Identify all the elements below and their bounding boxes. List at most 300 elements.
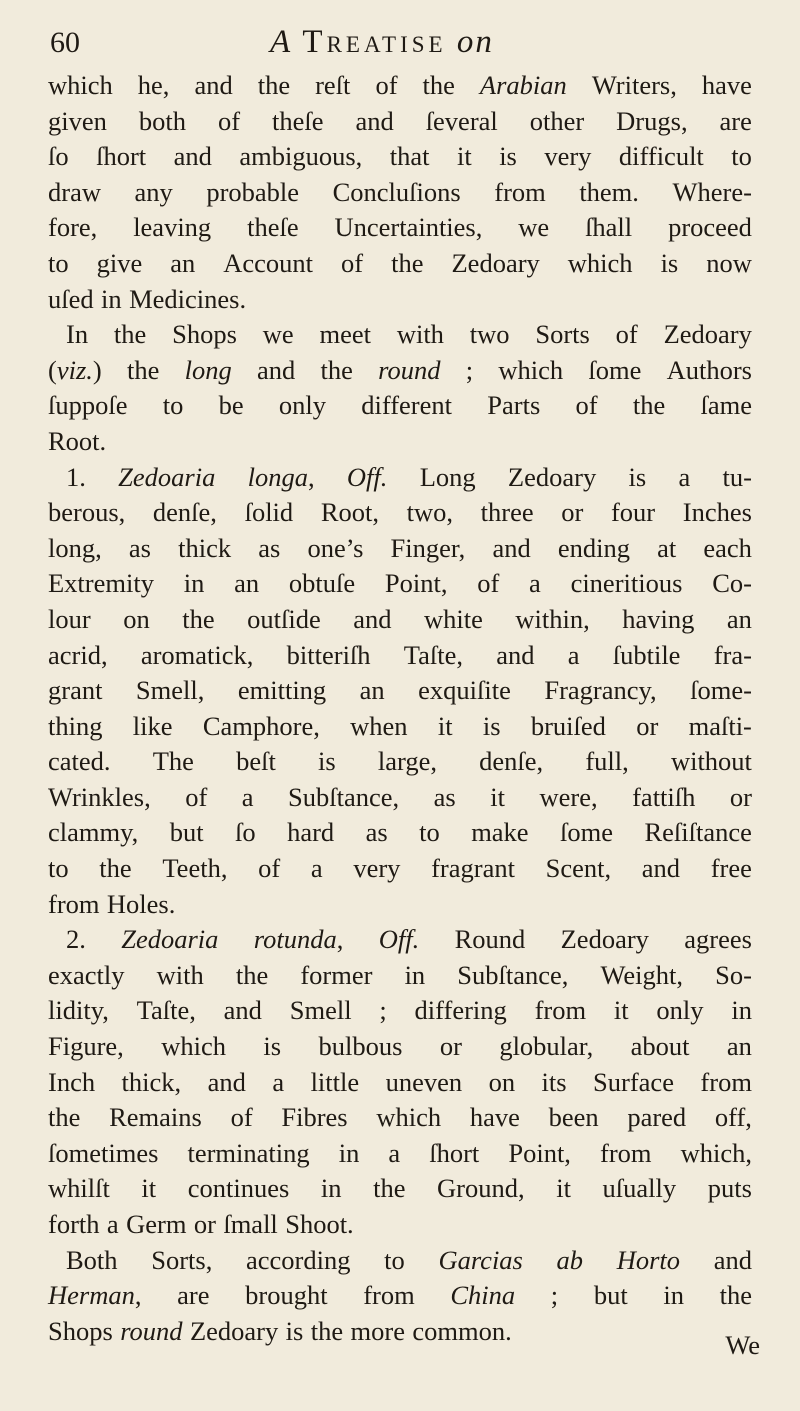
- word: puts: [707, 1173, 752, 1204]
- word: thick,: [121, 1066, 182, 1097]
- word: theſe: [247, 212, 299, 243]
- word: Sorts,: [151, 1244, 213, 1275]
- text-line: [48, 851, 752, 887]
- word: round: [120, 1315, 183, 1346]
- word: ſolid: [244, 497, 294, 528]
- word: thing: [48, 710, 103, 741]
- word: Drugs,: [616, 105, 688, 136]
- word: and: [713, 1244, 752, 1275]
- word: ;: [465, 354, 474, 385]
- word: ſmall: [223, 1209, 278, 1239]
- word: Concluſions: [332, 176, 461, 207]
- word: which: [376, 1102, 442, 1133]
- word: Where-: [672, 176, 752, 207]
- word: cineritious: [570, 568, 683, 599]
- word: a: [388, 1137, 401, 1168]
- text-line: [48, 815, 752, 851]
- word: leaving: [133, 212, 212, 243]
- word: like: [132, 710, 173, 741]
- word: it: [456, 141, 472, 172]
- word: in: [320, 1173, 342, 1204]
- word: only: [278, 390, 327, 421]
- word: uſually: [602, 1173, 677, 1204]
- word: Holes.: [106, 888, 176, 919]
- word: in: [731, 995, 752, 1026]
- word: its: [541, 1066, 567, 1097]
- word: on: [123, 603, 150, 634]
- text-line: [48, 922, 752, 958]
- word: ſome: [588, 354, 642, 385]
- word: ending: [557, 532, 630, 563]
- word: the: [719, 1280, 752, 1311]
- body-text: [48, 68, 752, 1349]
- word: Medicines.: [129, 283, 247, 314]
- text-line: [48, 210, 752, 246]
- word: make: [471, 817, 529, 848]
- word: to: [384, 1244, 405, 1275]
- word: Teeth,: [162, 853, 228, 884]
- word: bitteriſh: [286, 639, 371, 670]
- word: which,: [680, 1137, 752, 1168]
- word: ſometimes: [48, 1137, 159, 1168]
- word: but: [593, 1280, 628, 1311]
- word: Remains: [109, 1102, 202, 1133]
- word: very: [544, 141, 592, 172]
- word: give: [96, 247, 143, 278]
- word: Off.: [346, 461, 388, 492]
- word: Garcias: [438, 1244, 523, 1275]
- word: ſo: [235, 817, 256, 848]
- word: to: [48, 247, 69, 278]
- word: Horto: [616, 1244, 681, 1275]
- word: forth: [48, 1209, 100, 1239]
- word: Zedoary: [663, 319, 752, 350]
- word: both: [138, 105, 186, 136]
- word: from: [363, 1280, 415, 1311]
- word: beſt: [236, 746, 276, 777]
- word: the: [422, 70, 455, 100]
- word: Zedoary: [507, 461, 597, 492]
- word: and: [207, 1066, 246, 1097]
- word: it: [613, 995, 629, 1026]
- word: Fragrancy,: [544, 675, 657, 706]
- word: when: [350, 710, 408, 741]
- word: as: [258, 532, 281, 563]
- word: that: [389, 141, 430, 172]
- word: ſo: [48, 141, 69, 172]
- word: from: [600, 1137, 652, 1168]
- running-title-treatise: Treatise: [302, 24, 447, 60]
- word: with: [396, 319, 444, 350]
- word: round: [378, 354, 441, 385]
- word: Subſtance,: [288, 781, 400, 812]
- word: one’s: [307, 532, 364, 563]
- word: a: [529, 568, 541, 599]
- word: is: [263, 1031, 282, 1062]
- word: ſhall: [585, 212, 633, 243]
- word: Surface: [593, 1066, 674, 1097]
- word: fore,: [48, 212, 98, 243]
- word: exquiſite: [418, 675, 511, 706]
- word: differing: [414, 995, 507, 1026]
- word: Parts: [487, 390, 541, 421]
- word: a: [678, 461, 691, 492]
- text-line: [48, 993, 752, 1029]
- word: and: [492, 532, 531, 563]
- word: to: [731, 141, 752, 172]
- word: four: [610, 497, 656, 528]
- word: Point,: [384, 568, 448, 599]
- word: or: [193, 1209, 216, 1239]
- word: been: [548, 1102, 599, 1133]
- word: a: [310, 853, 323, 884]
- word: off,: [714, 1102, 752, 1133]
- word: the: [373, 1173, 406, 1204]
- word: ;: [379, 995, 387, 1026]
- text-line: [48, 1171, 752, 1207]
- word: denſe,: [479, 746, 544, 777]
- word: we: [262, 319, 294, 350]
- text-line: [48, 1243, 752, 1279]
- word: Off.: [378, 924, 420, 955]
- word: of: [375, 70, 398, 100]
- word: Writers,: [591, 70, 677, 100]
- word: longa,: [247, 461, 315, 492]
- word: reſt: [315, 70, 351, 100]
- word: Taſte,: [403, 639, 463, 670]
- word: Taſte,: [136, 995, 196, 1026]
- word: In: [66, 319, 89, 350]
- word: and: [353, 603, 392, 634]
- text-line: [48, 709, 752, 745]
- text-line: [48, 638, 752, 674]
- word: or: [729, 781, 752, 812]
- word: Figure,: [48, 1031, 124, 1062]
- word: acrid,: [48, 639, 108, 670]
- word: very: [353, 853, 401, 884]
- word: difficult: [618, 141, 704, 172]
- text-line: [48, 1100, 752, 1136]
- running-title: [270, 24, 494, 61]
- word: fra-: [713, 639, 752, 670]
- word: Shops: [172, 319, 237, 350]
- word: from: [494, 176, 546, 207]
- word: Point,: [508, 1137, 571, 1168]
- word: which: [161, 1031, 226, 1062]
- word: are: [719, 105, 752, 136]
- word: of: [477, 568, 500, 599]
- text-line: [48, 246, 752, 282]
- word: of: [185, 781, 208, 812]
- word: a: [272, 1066, 285, 1097]
- word: ſome: [560, 817, 614, 848]
- word: ſubtile: [612, 639, 681, 670]
- word: denſe,: [152, 497, 217, 528]
- word: and: [173, 141, 212, 172]
- word: only: [656, 995, 704, 1026]
- text-line: [48, 388, 752, 424]
- word: to: [162, 390, 184, 421]
- text-line: [48, 1207, 752, 1243]
- word: any: [134, 176, 173, 207]
- word: an: [726, 603, 752, 634]
- text-line: [48, 1029, 752, 1065]
- word: Shops: [48, 1315, 113, 1346]
- word: China: [450, 1280, 516, 1311]
- word: given: [48, 105, 107, 136]
- word: Extremity: [48, 568, 154, 599]
- word: proceed: [668, 212, 752, 243]
- word: little: [310, 1066, 360, 1097]
- text-line: [48, 68, 752, 104]
- word: is: [660, 247, 679, 278]
- word: in: [183, 568, 205, 599]
- word: long,: [48, 532, 102, 563]
- word: without: [670, 746, 752, 777]
- text-line: [48, 602, 752, 638]
- word: two: [469, 319, 510, 350]
- word: Inches: [682, 497, 752, 528]
- word: Inch: [48, 1066, 96, 1097]
- word: ſhort: [429, 1137, 480, 1168]
- word: emitting: [237, 675, 327, 706]
- word: from: [700, 1066, 752, 1097]
- running-header: [50, 20, 750, 68]
- word: Ground,: [437, 1173, 525, 1204]
- word: in: [663, 1280, 684, 1311]
- word: it: [556, 1173, 571, 1204]
- word: large,: [377, 746, 437, 777]
- word: 2.: [66, 924, 86, 955]
- word: have: [701, 70, 752, 100]
- word: in: [101, 283, 122, 314]
- word: with: [156, 959, 204, 990]
- word: Smell: [289, 995, 352, 1026]
- text-line: [48, 566, 752, 602]
- text-line: [48, 282, 752, 318]
- word: terminating: [187, 1137, 310, 1168]
- word: clammy,: [48, 817, 139, 848]
- word: have: [469, 1102, 520, 1133]
- word: or: [561, 497, 584, 528]
- word: of: [615, 319, 638, 350]
- word: free: [710, 853, 752, 884]
- word: having: [622, 603, 695, 634]
- word: to: [419, 817, 440, 848]
- word: to: [48, 853, 69, 884]
- word: brought: [245, 1280, 328, 1311]
- word: uſed: [48, 283, 94, 314]
- text-line: [48, 887, 752, 923]
- word: of: [341, 247, 364, 278]
- text-line: [48, 460, 752, 496]
- text-line: [48, 744, 752, 780]
- word: exactly: [48, 959, 125, 990]
- word: former: [300, 959, 373, 990]
- word: Uncertainties,: [334, 212, 483, 243]
- text-line: [48, 1278, 752, 1314]
- text-line: [48, 104, 752, 140]
- word: ſuppoſe: [48, 390, 128, 421]
- word: Wrinkles,: [48, 781, 151, 812]
- word: bruiſed: [530, 710, 606, 741]
- word: fattiſh: [632, 781, 696, 812]
- word: Subſtance,: [457, 959, 569, 990]
- word: uneven: [385, 1066, 463, 1097]
- word: he,: [137, 70, 170, 100]
- word: an: [170, 247, 196, 278]
- word: the: [99, 853, 132, 884]
- word: which: [48, 70, 113, 100]
- word: other: [529, 105, 585, 136]
- word: is: [482, 710, 501, 741]
- word: Authors: [666, 354, 752, 385]
- word: Zedoary: [451, 247, 540, 278]
- word: the: [182, 603, 215, 634]
- word: Weight,: [600, 959, 684, 990]
- word: obtuſe: [288, 568, 356, 599]
- word: the: [48, 1102, 81, 1133]
- word: grant: [48, 675, 103, 706]
- word: the: [632, 390, 666, 421]
- word: it: [490, 781, 505, 812]
- word: as: [433, 781, 456, 812]
- word: agrees: [684, 924, 752, 955]
- word: maſti-: [688, 710, 752, 741]
- word: ;: [550, 1280, 559, 1311]
- word: Herman,: [48, 1280, 142, 1311]
- word: and: [496, 639, 535, 670]
- catchword: We: [725, 1330, 760, 1360]
- word: according: [246, 1244, 351, 1275]
- word: Finger,: [390, 532, 466, 563]
- word: of: [217, 105, 241, 136]
- word: bulbous: [318, 1031, 403, 1062]
- word: now: [706, 247, 752, 278]
- running-title-on: on: [456, 24, 494, 60]
- word: The: [152, 746, 194, 777]
- word: and: [194, 70, 233, 100]
- word: two,: [406, 497, 453, 528]
- word: the: [310, 1315, 344, 1346]
- word: a: [241, 781, 254, 812]
- word: Fibres: [281, 1102, 348, 1133]
- word: common.: [412, 1315, 512, 1346]
- text-line: [48, 1314, 752, 1350]
- word: as: [365, 817, 388, 848]
- word: a: [106, 1209, 119, 1239]
- word: it: [437, 710, 453, 741]
- word: are: [177, 1280, 210, 1311]
- word: whilſt: [48, 1173, 110, 1204]
- word: long: [184, 354, 232, 385]
- word: of: [258, 853, 281, 884]
- word: is: [318, 746, 336, 777]
- word: we: [518, 212, 550, 243]
- word: So-: [715, 959, 752, 990]
- word: thick: [178, 532, 232, 563]
- word: ſhort: [96, 141, 147, 172]
- word: is: [285, 1315, 304, 1346]
- word: theſe: [271, 105, 324, 136]
- word: is: [628, 461, 647, 492]
- word: meet: [319, 319, 371, 350]
- word: the: [113, 319, 147, 350]
- text-line: [48, 424, 752, 460]
- word: tu-: [722, 461, 752, 492]
- word: lour: [48, 603, 91, 634]
- word: from: [48, 888, 100, 919]
- word: Account: [223, 247, 314, 278]
- word: Germ: [126, 1209, 187, 1239]
- word: cated.: [48, 746, 111, 777]
- word: Sorts: [535, 319, 590, 350]
- word: as: [128, 532, 151, 563]
- word: Zedoaria: [121, 924, 219, 955]
- word: or: [636, 710, 659, 741]
- word: an: [234, 568, 260, 599]
- word: within,: [515, 603, 590, 634]
- word: rotunda,: [253, 924, 344, 955]
- word: of: [575, 390, 598, 421]
- running-title-a: A: [270, 24, 293, 60]
- word: Smell,: [135, 675, 205, 706]
- word: Camphore,: [202, 710, 320, 741]
- word: ab: [556, 1244, 584, 1275]
- word: ambiguous,: [239, 141, 363, 172]
- word: and: [355, 105, 394, 136]
- word: ſame: [700, 390, 752, 421]
- word: the: [320, 354, 353, 385]
- page-number: 60: [50, 26, 80, 59]
- word: the: [257, 70, 291, 100]
- word: and: [256, 354, 296, 385]
- text-line: [48, 780, 752, 816]
- word: but: [169, 817, 204, 848]
- text-line: [48, 673, 752, 709]
- word: ſeveral: [425, 105, 498, 136]
- text-line: [48, 958, 752, 994]
- text-line: [48, 1065, 752, 1101]
- text-line: [48, 139, 752, 175]
- word: Co-: [712, 568, 752, 599]
- word: outſide: [247, 603, 321, 634]
- word: lidity,: [48, 995, 109, 1026]
- word: it: [141, 1173, 157, 1204]
- word: Zedoary: [189, 1315, 279, 1346]
- word: in: [404, 959, 426, 990]
- word: a: [567, 639, 580, 670]
- word: in: [338, 1137, 360, 1168]
- word: white: [424, 603, 483, 634]
- word: Both: [66, 1244, 118, 1275]
- text-line: [48, 495, 752, 531]
- word: or: [439, 1031, 462, 1062]
- word: from: [534, 995, 587, 1026]
- word: the: [235, 959, 269, 990]
- text-line: [48, 317, 752, 353]
- word: Round: [454, 924, 526, 955]
- word: at: [657, 532, 677, 563]
- word: Reſiſtance: [644, 817, 752, 848]
- word: of: [230, 1102, 253, 1133]
- text-line: [48, 1136, 752, 1172]
- word: 1.: [66, 461, 86, 492]
- word: (viz.): [48, 354, 102, 385]
- word: Root,: [320, 497, 379, 528]
- word: aromatick,: [140, 639, 254, 670]
- word: an: [359, 675, 385, 706]
